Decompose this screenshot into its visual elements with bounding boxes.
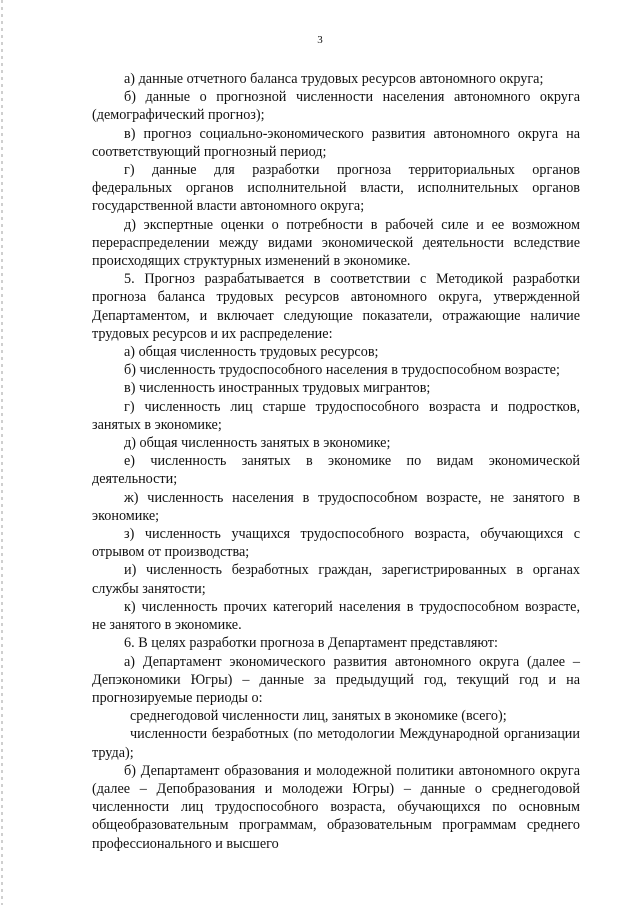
- paragraph: ж) численность населения в трудоспособном возрасте, не занятого в экономике;: [92, 489, 580, 524]
- page-number: 3: [317, 34, 323, 46]
- paragraph: а) Департамент экономического развития автономного округа (далее – Депэкономики Югры) – данные за предыдущий год, текущий год и на прогнозируемые периоды о:: [92, 653, 580, 706]
- paragraph: б) численность трудоспособного населения в трудоспособном возрасте;: [124, 362, 560, 379]
- paragraph: среднегодовой численности лиц, занятых в экономике (всего);: [130, 708, 507, 725]
- paragraph: 6. В целях разработки прогноза в Департамент представляют:: [124, 635, 498, 652]
- paragraph: д) общая численность занятых в экономике;: [124, 435, 391, 452]
- paragraph: б) Департамент образования и молодежной политики автономного округа (далее – Депобразования и молодежи Югры) – данные о среднегодовой численности лиц трудоспособного возраста, обучающихся по основным общеобразовательным программам, образовательным программам среднего профессионального и высшего: [92, 762, 580, 852]
- paragraph: к) численность прочих категорий населения в трудоспособном возрасте, не занятого в экономике.: [92, 598, 580, 634]
- paragraph: 5. Прогноз разрабатывается в соответствии с Методикой разработки прогноза баланса трудовых ресурсов автономного округа, утвержденной Департаментом, и включает следующие показатели, отражающие наличие трудовых ресурсов и их распределение:: [92, 271, 580, 342]
- document-body: [92, 70, 580, 853]
- paragraph: а) данные отчетного баланса трудовых ресурсов автономного округа;: [124, 71, 544, 87]
- paragraph: а) общая численность трудовых ресурсов;: [124, 344, 379, 361]
- paragraph: г) численность лиц старше трудоспособного возраста и подростков, занятых в экономике;: [92, 398, 580, 433]
- paragraph: з) численность учащихся трудоспособного возраста, обучающихся с отрывом от производства;: [92, 526, 580, 561]
- paragraph: в) численность иностранных трудовых мигрантов;: [124, 380, 431, 397]
- paragraph: б) данные о прогнозной численности населения автономного округа (демографический прогноз);: [92, 89, 580, 124]
- paragraph: е) численность занятых в экономике по видам экономической деятельности;: [92, 453, 580, 488]
- paragraph: г) данные для разработки прогноза территориальных органов федеральных органов исполнительной власти, исполнительных органов государственной власти автономного округа;: [92, 162, 580, 215]
- paragraph: численности безработных (по методологии Международной организации труда);: [92, 726, 580, 761]
- paragraph: д) экспертные оценки о потребности в рабочей силе и ее возможном перераспределении между видами экономической деятельности вследствие происходящих структурных изменений в экономике.: [92, 216, 580, 270]
- paragraph: и) численность безработных граждан, зарегистрированных в органах службы занятости;: [92, 562, 580, 597]
- paragraph: в) прогноз социально-экономического развития автономного округа на соответствующий прогнозный период;: [92, 125, 580, 160]
- scan-edge-artifact: [1, 0, 3, 905]
